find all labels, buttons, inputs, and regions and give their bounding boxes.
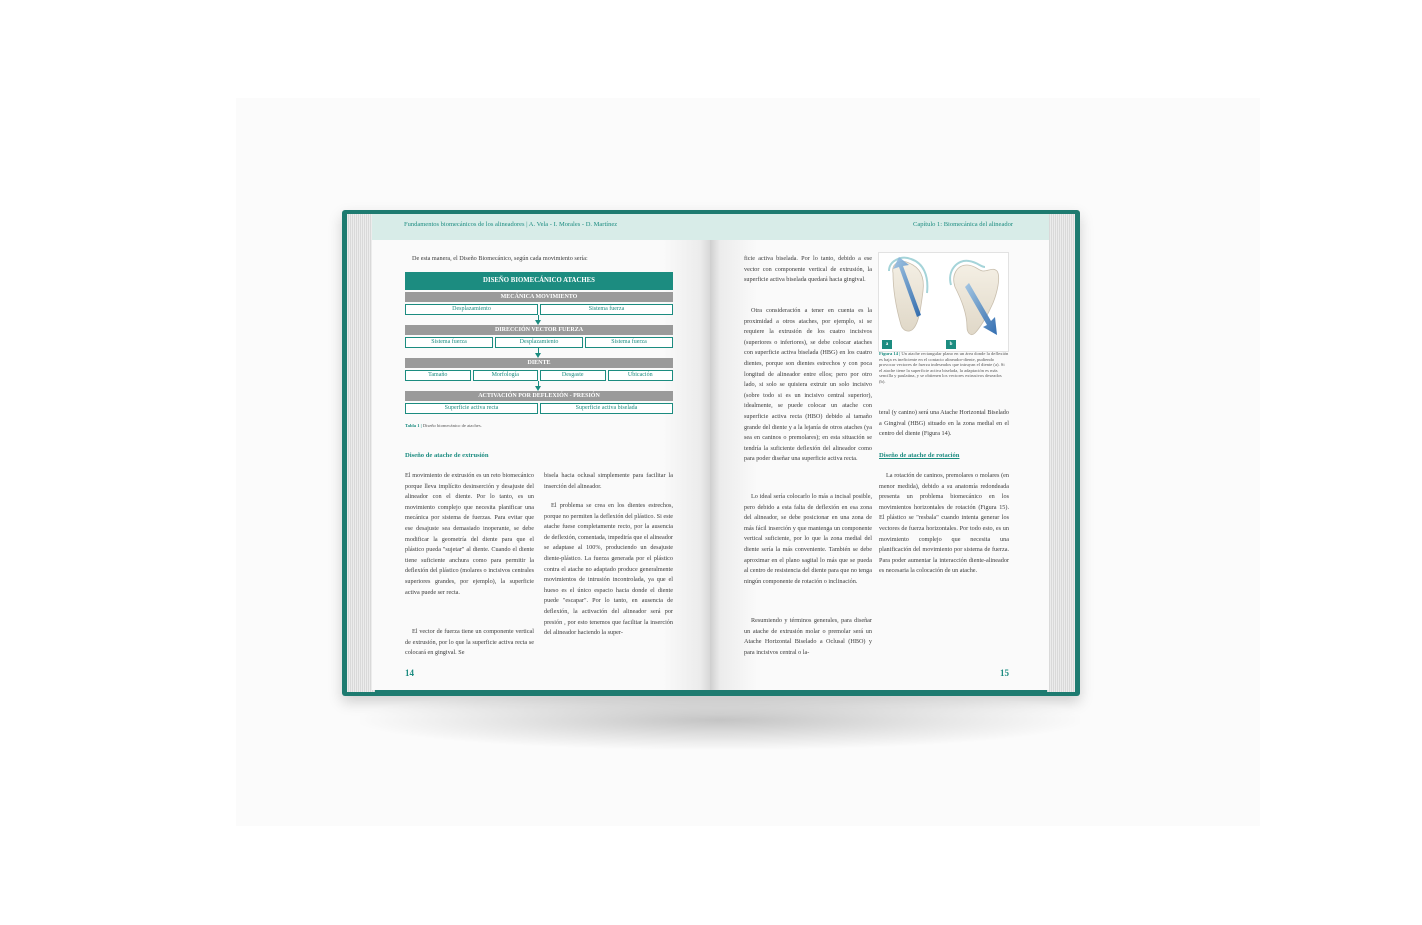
down-arrow-icon xyxy=(405,348,673,358)
right-col2-paragraph: La rotación de caninos, premolares o molares (en menor medida), debido a su anatomía redondeada presenta un problema biomecánico en los movimientos horizontales de rotación (Figura 15). El plástico se "resbala" cuando intenta generar los vectores de fuerza horizontales. Por todo esto, es un movimiento complejo que necesita una planificación del movimiento por sistema de fuerza. Para poder aumentar la interacción diente-alineador es necesaria la colocación de un atache. xyxy=(879,472,1009,575)
down-arrow-icon xyxy=(405,315,673,325)
table-cell: Ubicación xyxy=(608,370,674,381)
section-title: MECÁNICA MOVIMIENTO xyxy=(405,292,673,302)
book-shadow xyxy=(360,690,1080,750)
section-cells xyxy=(405,370,673,381)
page-edges-right xyxy=(1047,214,1075,692)
table-cell: Morfología xyxy=(473,370,539,381)
left-running-header xyxy=(372,214,710,240)
table-cell: Desgaste xyxy=(540,370,606,381)
right-col1-paragraph: Resumiendo y términos generales, para diseñar un atache de extrusión molar o premolar será un Atache Horizontal Biselado a Oclusal (HBO) y para incisivos central o la- xyxy=(744,617,872,656)
biomechanical-design-table xyxy=(405,272,673,414)
figure-caption-text: Un atache rectangular plano en un área donde la deflexión es baja es ineficiente en el contacto alineador-diente, pudiendo provocar vectores de fuerza indeseados que intruyan el diente (a). Si el atache tiene la superficie activa biselada, la adaptación es más sencilla y paulatina, y se obtienen los vectores extrusivos deseados (b). xyxy=(879,351,1009,384)
table-cell: Superficie activa recta xyxy=(405,403,538,414)
right-running-header xyxy=(710,214,1049,240)
table-cell: Superficie activa biselada xyxy=(540,403,673,414)
table-title: DISEÑO BIOMECÁNICO ATACHES xyxy=(405,272,673,290)
right-col2-paragraph: teral (y canino) será una Atache Horizontal Biselado a Gingival (HBG) situado en la zona medial en el centro del diente (Figura 14). xyxy=(879,409,1009,438)
right-header-text: Capítulo 1: Biomecánica del alineador xyxy=(913,221,1013,228)
section-title: ACTIVACIÓN POR DEFLEXIÓN - PRESIÓN xyxy=(405,391,673,401)
page-edges-left xyxy=(347,214,375,692)
tooth-illustration xyxy=(879,253,1008,351)
figure-label-a: a xyxy=(882,340,892,349)
right-col1-paragraph: Lo ideal sería colocarlo lo más a incisal posible, pero debido a esta falta de deflexión en esa zona del alineador, se debe posicionar en una zona de más fácil inserción y que mantenga un componente vertical suficiente, por lo que la zona medial del diente sería la más conveniente. También se debe aproximar en el plano sagital lo más que se pueda al centro de resistencia del diente para que no tenga ningún componente de rotación o inclinación. xyxy=(744,493,872,585)
table-caption-label: Tabla 1 | xyxy=(405,423,422,428)
section-cells xyxy=(405,337,673,348)
section-heading-rotation: Diseño de atache de rotación xyxy=(879,452,960,459)
figure-label-b: b xyxy=(946,340,956,349)
left-page xyxy=(372,214,710,690)
table-cell: Desplazamiento xyxy=(495,337,583,348)
right-col1-paragraph: Otra consideración a tener en cuenta es la proximidad a otros ataches, por ejemplo, si se requiere la extrusión de los cuatro incisivos (superiores o inferiores), se debe colocar ataches con superficie activa biselada (HBG) en los cuatro dientes, porque son dientes estrechos y con poca longitud de alineador entre ellos; pero por otro lado, si solo se quisiera extruir un solo incisivo (sobre todo si es un incisivo central superior), idealmente, se puede colocar un atache con superficie activa recta (HBO) debido al tamaño grande del diente y a la lejanía de otros ataches (ya sea en caninos o premolares); en esta situación se tendría la suficiente deflexión del alineador como para poder diseñar una superficie activa recta. xyxy=(744,307,872,463)
section-cells xyxy=(405,403,673,414)
figure-caption-label: Figura 14 | xyxy=(879,351,901,356)
section-heading-extrusion: Diseño de atache de extrusión xyxy=(405,452,489,459)
table-caption-text: Diseño biomecánico de ataches. xyxy=(422,423,482,428)
section-title: DIRECCIÓN VECTOR FUERZA xyxy=(405,325,673,335)
figure-caption xyxy=(879,351,1009,385)
table-cell: Sistema fuerza xyxy=(585,337,673,348)
section-title: DIENTE xyxy=(405,358,673,368)
left-col2-paragraph: El problema se crea en los dientes estrechos, porque no permiten la deflexión del plástico. Si este atache fuese completamente recto, por la ausencia de deflexión, comentada, impediría que el alineador se adaptase al 100%, produciendo un desajuste diente-plástico. La fuerza generada por el plástico contra el atache no adaptado produce generalmente movimientos de intrusión incontrolada, ya que el hueso es el único espacio hacia donde el diente puede "escapar". Por lo tanto, en ausencia de deflexión, la activación del alineador será por presión , por esto tenemos que facilitar la inserción del alineador haciendo la super- xyxy=(544,502,673,637)
table-cell: Tamaño xyxy=(405,370,471,381)
intro-text: De esta manera, el Diseño Biomecánico, según cada movimiento sería: xyxy=(412,255,588,262)
page-number-left: 14 xyxy=(405,668,414,678)
left-col1-paragraph: El movimiento de extrusión es un reto biomecánico porque lleva implícito desinserción y desajuste del alineador con el diente. Por lo tanto, es un movimiento complejo que necesita planificar una mecánica por sistema de fuerzas. Para evitar que ese desajuste sea demasiado inoperante, se debe modificar la geometría del diente para que el plástico pueda "sujetar" al diente. Cuando el diente tiene suficiente anchura como para permitir la deflexión del plástico (molares o incisivos centrales superiores grandes, por ejemplo), la superficie activa puede ser recta. xyxy=(405,472,534,596)
left-col1-paragraph: El vector de fuerza tiene un componente vertical de extrusión, por lo que la superficie activa recta se colocará en gingival. Se xyxy=(405,628,534,657)
figure-14 xyxy=(878,252,1009,352)
left-col2-paragraph: bisela hacia oclusal simplemente para facilitar la inserción del alineador. xyxy=(544,472,673,490)
right-page xyxy=(710,214,1049,690)
table-caption xyxy=(405,423,673,429)
table-cell: Sistema fuerza xyxy=(540,304,673,315)
left-header-text: Fundamentos biomecánicos de los alineadores | A. Vela - I. Morales - D. Martínez xyxy=(404,221,618,228)
page-number-right: 15 xyxy=(1000,668,1009,678)
table-cell: Desplazamiento xyxy=(405,304,538,315)
table-cell: Sistema fuerza xyxy=(405,337,493,348)
down-arrow-icon xyxy=(405,381,673,391)
right-col1-paragraph: ficie activa biselada. Por lo tanto, debido a ese vector con componente vertical de extrusión, la superficie activa biselada quedará hacia gingival. xyxy=(744,255,872,284)
section-cells xyxy=(405,304,673,315)
